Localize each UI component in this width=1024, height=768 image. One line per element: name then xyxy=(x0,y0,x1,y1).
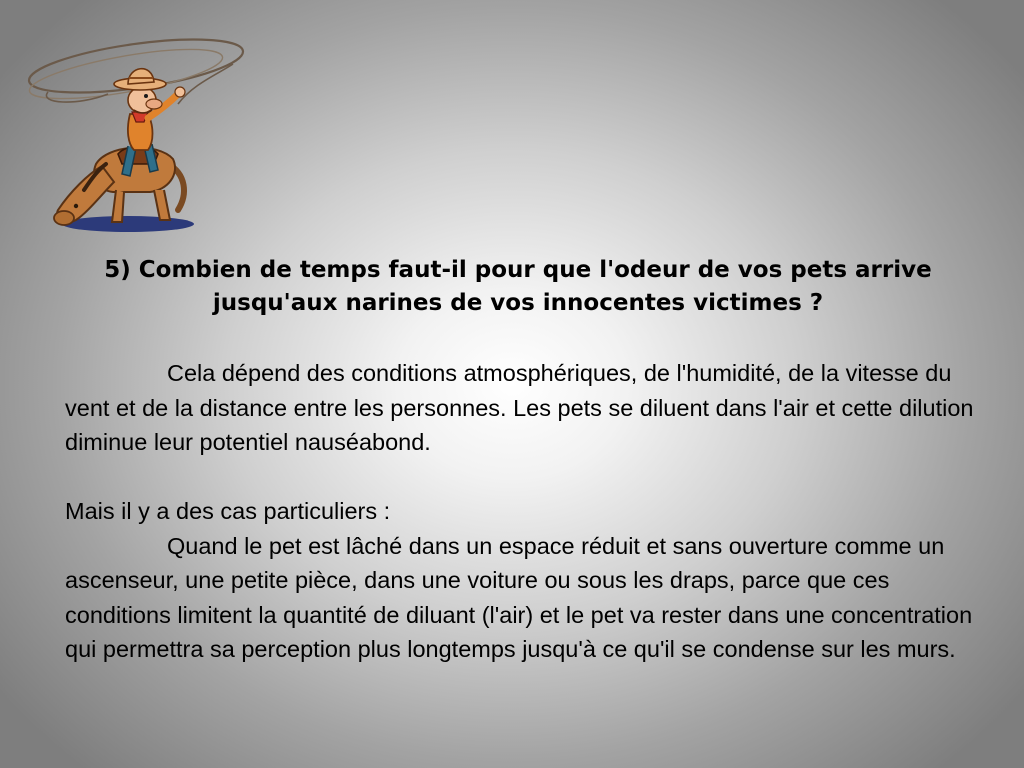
answer-paragraph-text: Cela dépend des conditions atmosphériques, de l'humidité, de la vitesse du vent et de la distance entre les personnes. Les pets se diluent dans l'air et cette dilution diminue leur potentiel nauséabond. xyxy=(65,360,974,455)
cowboy-on-horse-lasso-icon xyxy=(18,14,268,236)
answer-paragraph xyxy=(65,356,975,460)
slide-body xyxy=(65,356,975,667)
special-cases-paragraph-text: Quand le pet est lâché dans un espace réduit et sans ouverture comme un ascenseur, une petite pièce, dans une voiture ou sous les draps, parce que ces conditions limitent la quantité de diluant (l'air) et le pet va rester dans une concentration qui permettra sa perception plus longtemps jusqu'à ce qu'il se condense sur les murs. xyxy=(65,532,973,662)
special-cases-intro: Mais il y a des cas particuliers : xyxy=(65,498,391,524)
special-cases-paragraph xyxy=(65,529,975,667)
slide-title: 5) Combien de temps faut-il pour que l'odeur de vos pets arrive jusqu'aux narines de vos innocentes victimes ? xyxy=(104,257,932,316)
